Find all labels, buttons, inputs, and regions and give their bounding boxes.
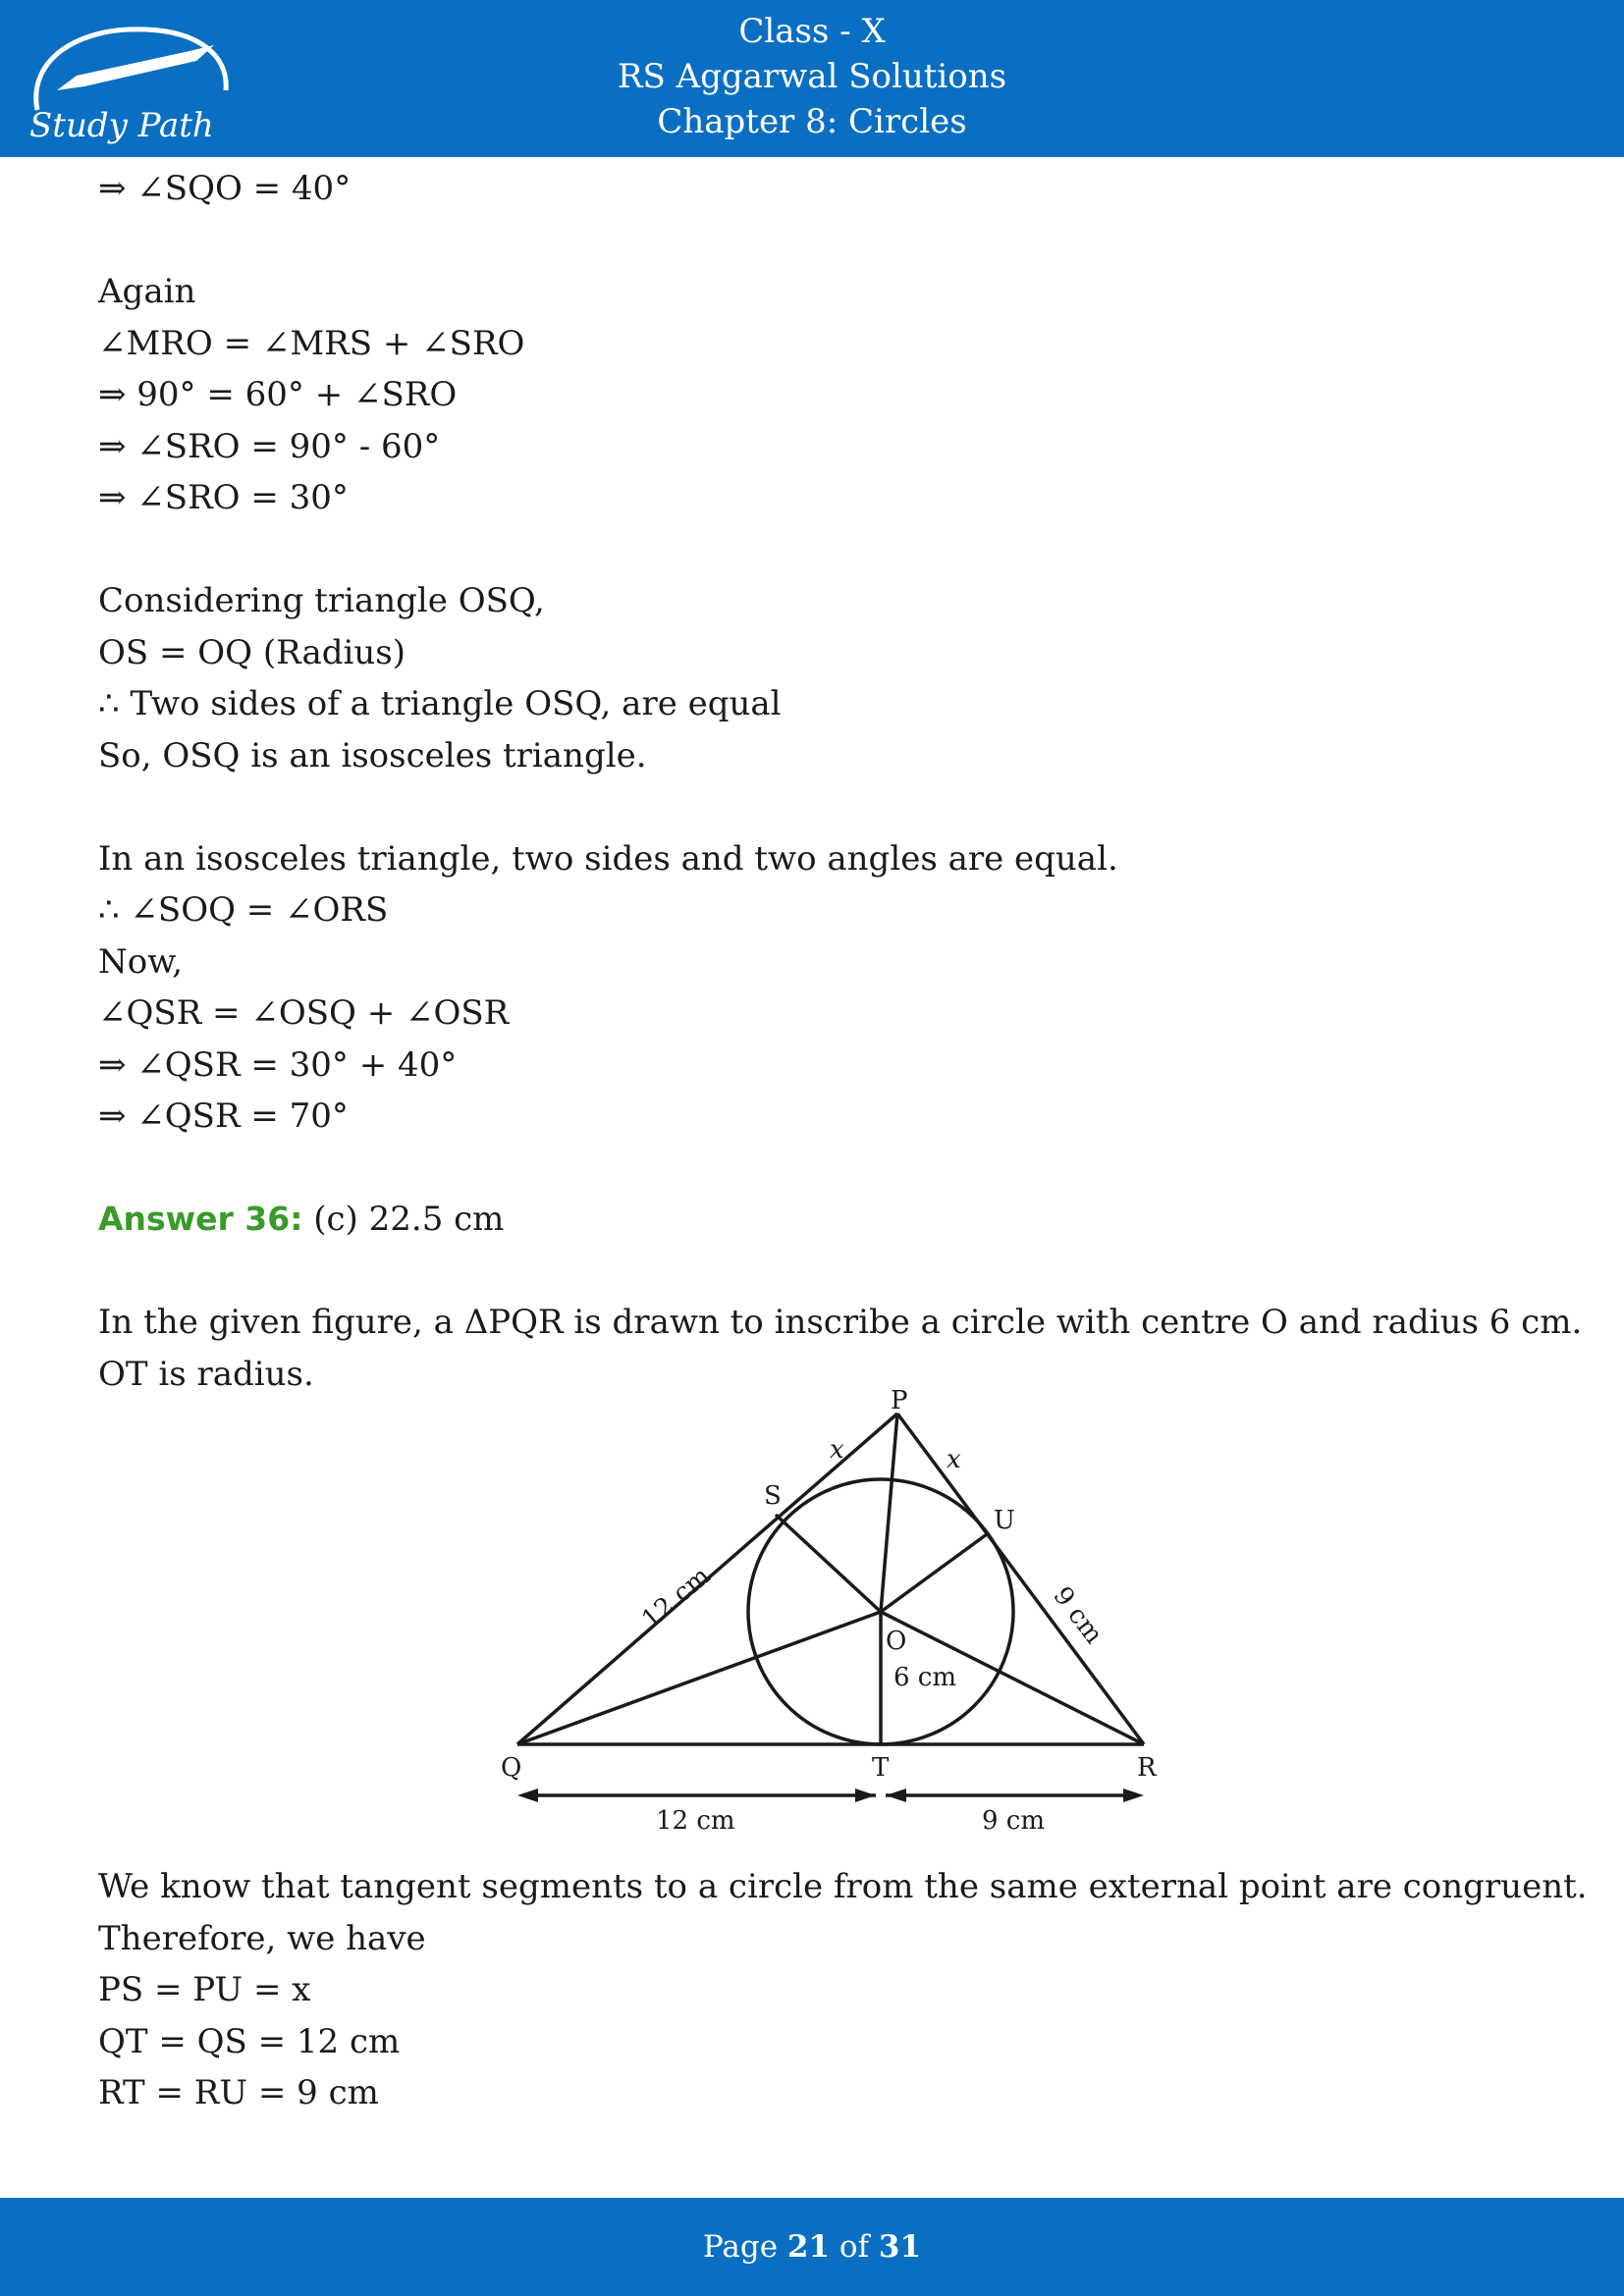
answer-line [98,1194,1551,1246]
text-line: Therefore, we have [98,1918,426,1958]
text-line [98,524,1551,576]
point-o-label: O [886,1627,907,1656]
page-content [98,163,1583,1400]
text-line: OS = OQ (Radius) [98,632,406,672]
text-line: Considering triangle OSQ, [98,581,545,620]
text-line: ⇒ ∠QSR = 70° [98,1096,349,1136]
point-q-label: Q [501,1753,522,1783]
triangle-incircle-figure [491,1379,1178,1841]
class-title: Class - X [738,12,886,51]
text-line: Again [98,272,196,311]
text-line: We know that tangent segments to a circle from the same external point are congruent. [98,1867,1588,1906]
text-line: ⇒ ∠QSR = 30° + 40° [98,1044,458,1085]
point-p-label: P [891,1386,908,1415]
answer-text: (c) 22.5 cm [302,1200,505,1239]
tr-length-label: 9 cm [982,1806,1046,1836]
x-left-label: x [830,1435,844,1465]
text-line: ⇒ 90° = 60° + ∠SRO [98,375,458,414]
point-s-label: S [764,1481,782,1511]
text-line: ∠QSR = ∠OSQ + ∠OSR [98,993,510,1033]
intro-line: In the given figure, a ΔPQR is drawn to inscribe a circle with centre O and radius 6 cm. [98,1303,1583,1342]
page-of: of [830,2229,879,2265]
intro-line: OT is radius. [98,1354,314,1394]
text-line: ∴ ∠SOQ = ∠ORS [98,890,389,930]
text-line: So, OSQ is an isosceles triangle. [98,735,647,775]
answer-label: Answer 36: [98,1200,303,1238]
logo-text: Study Path [29,106,214,145]
text-line [98,781,1551,833]
book-title: RS Aggarwal Solutions [617,57,1007,96]
text-line: PS = PU = x [98,1970,311,2009]
chapter-title: Chapter 8: Circles [657,102,967,141]
text-line: In an isosceles triangle, two sides and two angles are equal. [98,838,1118,879]
text-line [98,215,1551,267]
post-figure-content [98,1861,1588,2119]
radius-label: 6 cm [893,1663,957,1692]
side-qs-label: 12 cm [636,1561,717,1635]
point-r-label: R [1137,1753,1157,1783]
side-ru-label: 9 cm [1047,1581,1109,1650]
page-total: 31 [878,2229,922,2265]
page-number: 21 [786,2229,831,2265]
qt-length-label: 12 cm [656,1806,735,1836]
point-u-label: U [994,1506,1015,1535]
page-prefix: Page [702,2229,787,2265]
page-header [0,0,1624,157]
text-line: ∠MRO = ∠MRS + ∠SRO [98,323,525,363]
text-line: QT = QS = 12 cm [98,2021,401,2061]
text-line: RT = RU = 9 cm [98,2073,379,2112]
point-t-label: T [872,1753,890,1783]
text-line: ∴ Two sides of a triangle OSQ, are equal [98,684,782,723]
text-line: ⇒ ∠SQO = 40° [98,169,352,208]
text-line: ⇒ ∠SRO = 90° - 60° [98,426,441,466]
x-right-label: x [947,1445,961,1474]
text-line: Now, [98,941,184,982]
text-line: ⇒ ∠SRO = 30° [98,478,349,517]
page-footer [0,2198,1624,2296]
